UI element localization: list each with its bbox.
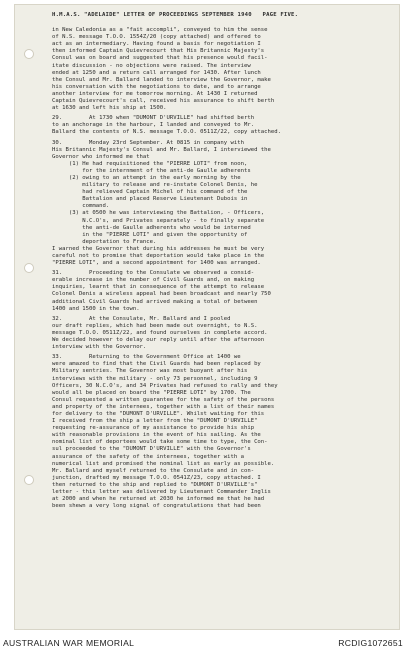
- text-line: junction, drafted my message T.O.O. 0541Z/23, copy attached. I: [52, 474, 261, 481]
- text-line: Consul requested a written guarantee for the safety of the persons: [52, 396, 275, 403]
- text-line: Battalion and placed Reserve Lieutenant Dubois in: [52, 196, 248, 203]
- text-line: Governor who informed me that: [52, 153, 150, 160]
- text-line: 32. At the Consulate, Mr. Ballard and I pooled: [52, 315, 231, 322]
- footer-source: AUSTRALIAN WAR MEMORIAL: [3, 638, 135, 648]
- text-line: his conversation with the negotiations to date, and to arrange: [52, 83, 261, 90]
- text-line: interview with the Governor.: [52, 344, 147, 351]
- text-line: inquiries, learnt that in consequence of the attempt to release: [52, 284, 265, 291]
- text-line: numerical list and promised the nominal list as early as possible.: [52, 460, 275, 467]
- text-line: in New Caledonia as a "fait accompli", conveyed to him the sense: [52, 27, 268, 34]
- text-line: N.C.O's, and Privates separately - to finally separate: [52, 217, 265, 224]
- text-line: message T.O.O. 0511Z/22, and found ourselves in complete accord.: [52, 329, 268, 336]
- text-line: careful not to promise that deportation would take place in the: [52, 253, 265, 259]
- text-line: command.: [52, 203, 110, 210]
- text-line: erable increase in the number of Civil Guards and, on making: [52, 277, 255, 284]
- text-line: and property of the internees, together with a list of their names: [52, 403, 275, 410]
- text-line: for delivery to the "DUMONT D'URVILLE". Whilst waiting for this: [52, 410, 265, 417]
- text-line: at 2000 and when he returned at 2030 he informed me that he had: [52, 496, 265, 503]
- text-line: His Britannic Majesty's Consul and Mr. Ballard, I interviewed the: [52, 146, 271, 153]
- text-line: deportation to France.: [52, 238, 157, 245]
- text-line: Officers, 30 N.C.O's, and 34 Privates had refused to rally and they: [52, 382, 278, 389]
- text-line: sul proceeded to the "DUMONT D'URVILLE" with the Governor's: [52, 446, 251, 453]
- text-line: with reasonable provisions in the event of his sailing. As the: [52, 432, 261, 439]
- text-line: would all be placed on board the "PIERRE LOTI" by 1700. The: [52, 389, 251, 396]
- text-line: our draft replies, which had been made out overnight, to N.S.: [52, 322, 258, 329]
- text-line: 29. At 1730 when "DUMONT D'URVILLE" had shifted berth: [52, 115, 255, 122]
- text-line: then informed Captain Quievrecourt that His Britannic Majesty's: [52, 48, 265, 55]
- text-line: Captain Quievrecourt's call, received his assurance to shift berth: [52, 98, 275, 105]
- text-line: itate discussion - no objections were raised. The interview: [52, 62, 251, 69]
- text-line: at 1630 and left his ship at 1500.: [52, 105, 167, 112]
- text-line: to an anchorage in the harbour, I landed and conveyed to Mr.: [52, 122, 255, 129]
- punch-hole: [24, 475, 34, 485]
- text-line: for the internment of the anti-de Gaulle adherents: [52, 167, 251, 174]
- text-line: ended at 1250 and a return call arranged for 1430. After lunch: [52, 69, 261, 76]
- archive-footer: [0, 634, 409, 654]
- text-line: had relieved Captain Michel of his command of the: [52, 189, 248, 196]
- text-line: requesting re-assurance of my assistance to provide his ship: [52, 425, 255, 432]
- document-text: [52, 27, 380, 510]
- document-body: [52, 12, 380, 510]
- text-line: Ballard the contents of N.S. message T.O.O. 0511Z/22, copy attached.: [52, 129, 282, 136]
- text-line: assurance of the safety of the internees, together with a: [52, 453, 244, 460]
- punch-hole: [24, 263, 34, 273]
- text-line: Mr. Ballard and myself returned to the Consulate and in con-: [52, 467, 255, 474]
- text-line: the anti-de Gaulle adherents who would be interned: [52, 224, 251, 231]
- text-line: 33. Returning to the Government Office at 1400 we: [52, 354, 241, 361]
- text-line: I received from the ship a letter from the "DUMONT D'URVILLE": [52, 418, 258, 425]
- text-line: Consul was on board and suggested that his presence would facil-: [52, 55, 268, 62]
- text-line: interviews with the military - only 73 personnel, including 9: [52, 375, 258, 382]
- text-line: then returned to the ship and replied to "DUMONT D'URVILLE's": [52, 481, 258, 488]
- page-header: H.M.A.S. "ADELAIDE" LETTER OF PROCEEDINGS SEPTEMBER 1940 PAGE FIVE.: [52, 12, 299, 18]
- text-line: were amazed to find that the Civil Guards had been replaced by: [52, 361, 261, 368]
- text-line: (3) at 0500 he was interviewing the Battalion, - Officers,: [52, 210, 265, 217]
- text-line: another interview for me tomorrow morning. At 1430 I returned: [52, 90, 258, 97]
- text-line: letter - this letter was delivered by Lieutenant Commander Inglis: [52, 489, 271, 495]
- text-line: (2) owing to an attempt in the early morning by the: [52, 174, 241, 181]
- text-line: the Consul and Mr. Ballard landed to interview the Governor, make: [52, 76, 271, 83]
- text-line: of N.S. message T.O.O. 1554Z/20 (copy attached) and offered to: [52, 34, 261, 41]
- text-line: I warned the Governor that during his addresses he must be very: [52, 245, 265, 252]
- text-line: nominal list of deportees would take some time to type, the Con-: [52, 439, 268, 446]
- text-line: 1400 and 1500 in the town.: [52, 305, 140, 312]
- text-line: act as an intermediary. Having found a basis for negotiation I: [52, 41, 261, 48]
- text-line: in the "PIERRE LOTI" and given the opportunity of: [52, 231, 248, 238]
- text-line: We decided however to delay our reply until after the afternoon: [52, 337, 265, 344]
- text-line: "PIERRE LOTI", and a second appointment for 1400 was arranged.: [52, 260, 261, 267]
- text-line: additional Civil Guards had arrived making a total of between: [52, 298, 258, 305]
- text-line: Colonel Denis a wireless appeal had been broadcast and nearly 750: [52, 291, 271, 298]
- text-line: 30. Monday 23rd September. At 0815 in company with: [52, 139, 244, 146]
- text-line: military to release and re-instate Colonel Denis, he: [52, 182, 258, 189]
- text-line: been shewn a very long signal of congratulations that had been: [52, 503, 261, 510]
- text-line: (1) He had requisitioned the "PIERRE LOTI" from noon,: [52, 160, 248, 167]
- text-line: 31. Proceeding to the Consulate we observed a consid-: [52, 270, 255, 277]
- text-line: Military sentries. The Governor was most buoyant after his: [52, 368, 248, 375]
- footer-reference: RCDIG1072651: [338, 638, 403, 648]
- punch-hole: [24, 49, 34, 59]
